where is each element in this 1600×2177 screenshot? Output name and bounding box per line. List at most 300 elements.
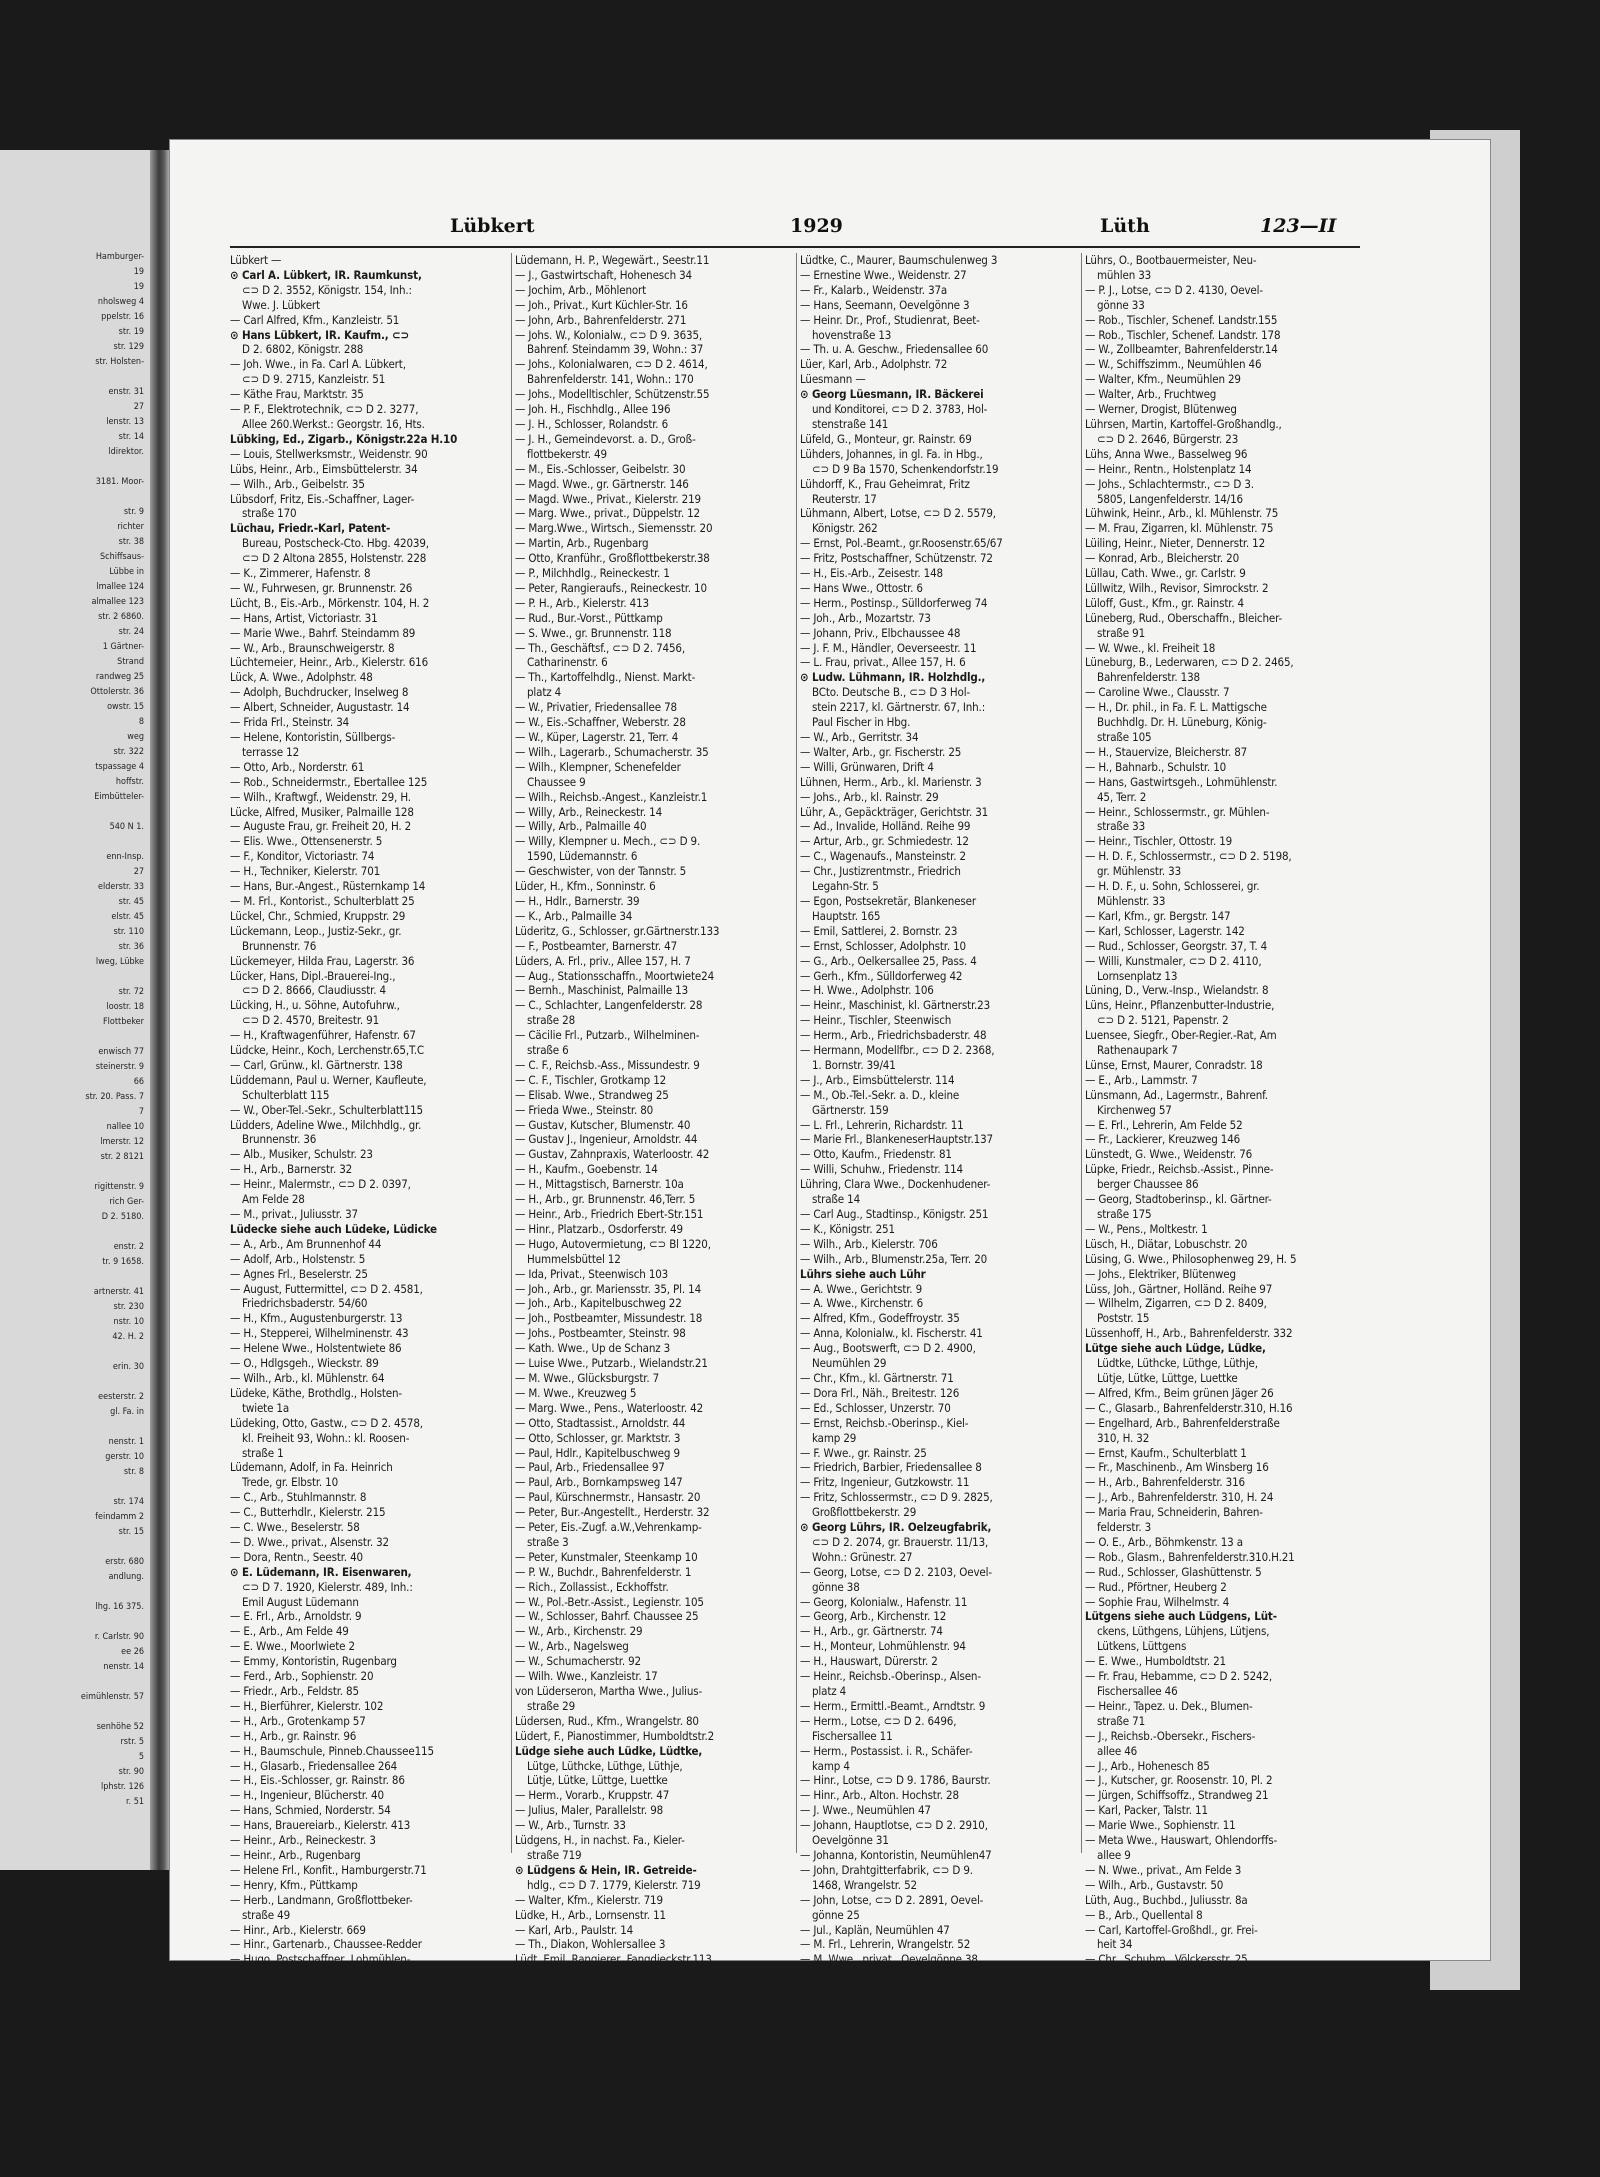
- left-page-fragment-line: Hamburger-: [95, 252, 144, 262]
- directory-entry-line: — Walter, Kfm., Kielerstr. 719: [515, 1892, 663, 1907]
- left-page-fragment-line: str. 45: [118, 897, 144, 907]
- directory-entry-line: stein 2217, kl. Gärtnerstr. 67, Inh.:: [812, 700, 986, 715]
- left-page-fragment-line: [4, 805, 144, 820]
- directory-entry-line: — Ernst, Schlosser, Adolphstr. 10: [800, 938, 966, 953]
- directory-entry-line: 45, Terr. 2: [1097, 789, 1147, 804]
- directory-entry-line: Lücke, Alfred, Musiker, Palmaille 128: [230, 804, 414, 819]
- directory-entry-line: — Herm., Vorarb., Kruppstr. 47: [515, 1788, 670, 1803]
- left-page-fragment-line: steinerstr. 9: [95, 1062, 144, 1072]
- directory-entry-line: Lüddemann, Paul u. Werner, Kaufleute,: [230, 1072, 427, 1087]
- header-last-name: Lüth: [1100, 215, 1150, 237]
- left-page-fragment-line: 7: [138, 1107, 144, 1117]
- left-page-fragment-line: 5: [138, 1752, 144, 1762]
- directory-entry-line: — Marie Wwe., Sophienstr. 11: [1085, 1818, 1236, 1833]
- directory-entry-line: — Hugo, Postschaffner, Lohmühlen-: [230, 1952, 411, 1967]
- directory-entry-line: 1590, Lüdemannstr. 6: [527, 849, 638, 864]
- directory-entry-line: — P. J., Lotse, ⊂⊃ D 2. 4130, Oevel-: [1085, 282, 1263, 297]
- directory-entry-line: — Th., Diakon, Wohlersallee 3: [515, 1937, 666, 1952]
- directory-entry-line: — J., Arb., Bahrenfelderstr. 310, H. 24: [1085, 1490, 1274, 1505]
- directory-entry-line: felderstr. 3: [1097, 1520, 1152, 1535]
- left-page-fragment-line: rigittenstr. 9: [94, 1182, 144, 1192]
- directory-entry-line: — J. Wwe., Neumühlen 47: [800, 1803, 931, 1818]
- left-page-fragment-line: str. 15: [118, 1527, 144, 1537]
- directory-entry-line: Lüdemann, H. P., Wegewärt., Seestr.11: [515, 253, 710, 267]
- directory-entry-line: — W., Schumacherstr. 92: [515, 1654, 641, 1669]
- directory-entry-line: — W., Pol.-Betr.-Assist., Legienstr. 105: [515, 1594, 704, 1609]
- directory-entry-line: straße 71: [1097, 1713, 1146, 1728]
- directory-entry-line: — Hermann, Modellfbr., ⊂⊃ D 2. 2368,: [800, 1043, 995, 1058]
- directory-entry-line: — M. Frau, Zigarren, kl. Mühlenstr. 75: [1085, 521, 1274, 536]
- left-page-fragment-line: 3181. Moor-: [95, 477, 144, 487]
- directory-entry-line: — Kath. Wwe., Up de Schanz 3: [515, 1341, 671, 1356]
- directory-entry-line: — Egon, Postsekretär, Blankeneser: [800, 893, 976, 908]
- directory-entry-line: Lüdcke, Heinr., Koch, Lerchenstr.65,T.C: [230, 1043, 424, 1058]
- directory-entry-line: Lüss, Joh., Gärtner, Holländ. Reihe 97: [1085, 1281, 1273, 1296]
- directory-entry-line: — Magd. Wwe., Privat., Kielerstr. 219: [515, 491, 701, 506]
- directory-entry-line: Lück, A. Wwe., Adolphstr. 48: [230, 670, 373, 685]
- directory-entry-line: Allee 260.Werkst.: Georgstr. 16, Hts.: [242, 416, 425, 431]
- directory-entry-line: — Albert, Schneider, Augustastr. 14: [230, 700, 410, 715]
- directory-entry-line: — W., Arb., Turnstr. 33: [515, 1818, 626, 1833]
- directory-entry-line: — Cäcilie Frl., Putzarb., Wilhelminen-: [515, 1028, 700, 1043]
- left-page-fragment-line: feindamm 2: [95, 1512, 144, 1522]
- directory-entry-line: — F., Konditor, Victoriastr. 74: [230, 849, 375, 864]
- directory-entry-line: straße 49: [242, 1907, 291, 1922]
- directory-entry-line: — N. Wwe., privat., Am Felde 3: [1085, 1862, 1242, 1877]
- directory-entry-line: ⊂⊃ D 2. 2646, Bürgerstr. 23: [1097, 431, 1239, 446]
- directory-entry-line: — Johann, Priv., Elbchaussee 48: [800, 625, 961, 640]
- directory-entry-line: — Georg, Stadtoberinsp., kl. Gärtner-: [1085, 1192, 1272, 1207]
- left-page-fragment-line: artnerstr. 41: [93, 1287, 144, 1297]
- directory-entry-line: — Jul., Kaplän, Neumühlen 47: [800, 1922, 950, 1937]
- left-page-fragment-line: str. 9: [123, 507, 144, 517]
- column-divider: [1081, 253, 1082, 1853]
- directory-entry-line: — C., Schlachter, Langenfelderstr. 28: [515, 998, 703, 1013]
- directory-entry-line: — Johs., Postbeamter, Steinstr. 98: [515, 1326, 686, 1341]
- directory-entry-line: — Emmy, Kontoristin, Rugenbarg: [230, 1654, 397, 1669]
- directory-entry-line: — Sophie Frau, Wilhelmstr. 4: [1085, 1594, 1230, 1609]
- directory-entry-line: — C., Arb., Stuhlmannstr. 8: [230, 1490, 367, 1505]
- left-page-fragment-line: str. 90: [118, 1767, 144, 1777]
- directory-entry-line: — Willy, Klempner u. Mech., ⊂⊃ D 9.: [515, 834, 701, 849]
- directory-entry-line: — John, Lotse, ⊂⊃ D 2. 2891, Oevel-: [800, 1892, 984, 1907]
- directory-entry-line: — Marg. Wwe., Pens., Waterloostr. 42: [515, 1400, 704, 1415]
- directory-entry-line: Lüdecke siehe auch Lüdeke, Lüdicke: [230, 1221, 437, 1236]
- directory-entry-line: — K., Königstr. 251: [800, 1221, 895, 1236]
- directory-entry-line: ⊙ Carl A. Lübkert, IR. Raumkunst,: [230, 267, 422, 282]
- directory-entry-line: — Adolf, Arb., Holstenstr. 5: [230, 1251, 366, 1266]
- directory-entry-line: Lünstedt, G. Wwe., Weidenstr. 76: [1085, 1147, 1253, 1162]
- left-page-fragment-line: [4, 1375, 144, 1390]
- directory-entry-line: D 2. 6802, Königstr. 288: [242, 342, 364, 357]
- directory-entry-line: twiete 1a: [242, 1400, 290, 1415]
- directory-entry-line: — Geschwister, von der Tannstr. 5: [515, 864, 687, 879]
- directory-entry-line: — H., Arb., gr. Gärtnerstr. 74: [800, 1624, 943, 1639]
- directory-entry-line: — C., Butterhdlr., Kielerstr. 215: [230, 1505, 386, 1520]
- directory-entry-line: — Elis. Wwe., Ottensenerstr. 5: [230, 834, 383, 849]
- directory-entry-line: — E. Frl., Arb., Arnoldstr. 9: [230, 1609, 362, 1624]
- directory-entry-line: straße 28: [527, 1013, 576, 1028]
- directory-entry-line: — Meta Wwe., Hauswart, Ohlendorffs-: [1085, 1833, 1278, 1848]
- directory-entry-line: — Wilh., Kraftwgf., Weidenstr. 29, H.: [230, 789, 411, 804]
- directory-entry-line: — Heinr., Rentn., Holstenplatz 14: [1085, 461, 1252, 476]
- left-page-fragment-line: str. 2 8121: [100, 1152, 144, 1162]
- directory-entry-line: straße 3: [527, 1534, 569, 1549]
- directory-entry-line: — L. Frl., Lehrerin, Richardstr. 11: [800, 1117, 964, 1132]
- directory-entry-line: — G., Arb., Oelkersallee 25, Pass. 4: [800, 953, 977, 968]
- directory-entry-line: — Heinr., Arb., Reineckestr. 3: [230, 1833, 376, 1848]
- directory-entry-line: — H. D. F., Schlossermstr., ⊂⊃ D 2. 5198,: [1085, 849, 1292, 864]
- directory-entry-line: — Johanna, Kontoristin, Neumühlen47: [800, 1847, 992, 1862]
- left-page-fragment-line: hoffstr.: [115, 777, 144, 787]
- directory-entry-line: — W., Schiffszimm., Neumühlen 46: [1085, 357, 1262, 372]
- directory-entry-line: — Rud., Pförtner, Heuberg 2: [1085, 1579, 1227, 1594]
- directory-entry-line: — Helene, Kontoristin, Süllbergs-: [230, 730, 396, 744]
- directory-entry-line: — Herm., Postinsp., Sülldorferweg 74: [800, 595, 988, 610]
- directory-entry-line: Fischersallee 11: [812, 1728, 893, 1743]
- directory-entry-line: Lühr, A., Gepäckträger, Gerichtstr. 31: [800, 804, 989, 819]
- directory-entry-line: stenstraße 141: [812, 416, 889, 431]
- directory-entry-line: mühlen 33: [1097, 267, 1152, 282]
- directory-entry-line: — Ernestine Wwe., Weidenstr. 27: [800, 267, 967, 282]
- directory-entry-line: — Fritz, Ingenieur, Gutzkowstr. 11: [800, 1475, 970, 1490]
- directory-entry-line: Kirchenweg 57: [1097, 1102, 1172, 1117]
- directory-entry-line: — H., Glasarb., Friedensallee 264: [230, 1758, 398, 1773]
- directory-entry-line: — Georg, Arb., Kirchenstr. 12: [800, 1609, 947, 1624]
- directory-entry-line: — Joh. H., Fischhdlg., Allee 196: [515, 402, 671, 417]
- directory-entry-line: platz 4: [812, 1684, 847, 1698]
- directory-entry-line: — W., Zollbeamter, Bahrenfelderstr.14: [1085, 342, 1278, 357]
- directory-entry-line: — H., Stepperei, Wilhelminenstr. 43: [230, 1326, 409, 1341]
- directory-entry-line: — H., Eis.-Schlosser, gr. Rainstr. 86: [230, 1773, 405, 1788]
- directory-entry-line: — Paul, Hdlr., Kapitelbuschweg 9: [515, 1445, 680, 1460]
- directory-entry-line: Lüders, A. Frl., priv., Allee 157, H. 7: [515, 953, 691, 968]
- directory-entry-line: ⊂⊃ D 2. 4570, Breitestr. 91: [242, 1013, 380, 1028]
- directory-entry-line: — Johs. W., Kolonialw., ⊂⊃ D 9. 3635,: [515, 327, 703, 342]
- directory-entry-line: Lüns, Heinr., Pflanzenbutter-Industrie,: [1085, 998, 1275, 1013]
- directory-entry-line: — Hans, Brauereiarb., Kielerstr. 413: [230, 1818, 411, 1833]
- directory-entry-line: straße 29: [527, 1698, 576, 1713]
- directory-entry-line: — Gerh., Kfm., Sülldorferweg 42: [800, 968, 963, 983]
- left-page-fragment-line: rstr. 5: [120, 1737, 144, 1747]
- left-page-fragment-line: andlung.: [108, 1572, 144, 1582]
- directory-entry-line: Lühdorff, K., Frau Geheimrat, Fritz: [800, 476, 970, 491]
- directory-entry-line: Mühlenstr. 33: [1097, 893, 1166, 908]
- directory-entry-line: — Wilh. Wwe., Kanzleistr. 17: [515, 1669, 658, 1684]
- directory-entry-line: 310, H. 32: [1097, 1430, 1150, 1445]
- directory-entry-line: — Heinr., Arb., Rugenbarg: [230, 1847, 361, 1862]
- directory-entry-line: — M. Wwe., Glücksburgstr. 7: [515, 1370, 660, 1385]
- left-page-fragment-line: str. 129: [113, 342, 144, 352]
- directory-entry-line: — H., Kaufm., Goebenstr. 14: [515, 1162, 658, 1177]
- directory-entry-line: Lüdtke, Lüthcke, Lüthge, Lüthje,: [1097, 1356, 1258, 1371]
- directory-entry-line: — Karl, Packer, Talstr. 11: [1085, 1803, 1208, 1818]
- directory-column-1: [230, 253, 510, 1982]
- directory-entry-line: — Hinr., Arb., Kielerstr. 669: [230, 1922, 366, 1937]
- directory-entry-line: — K., Arb., Palmaille 34: [515, 908, 633, 923]
- left-page-fragment-line: senhöhe 52: [96, 1722, 144, 1732]
- directory-entry-line: Lüdert, F., Pianostimmer, Humboldtstr.2: [515, 1728, 715, 1743]
- directory-entry-line: Lühs, Anna Wwe., Basselweg 96: [1085, 446, 1248, 461]
- directory-entry-line: Bahrenfelderstr. 138: [1097, 670, 1200, 685]
- left-page-fragment-line: str. 230: [113, 1302, 144, 1312]
- left-page-fragment-line: [4, 1480, 144, 1495]
- directory-entry-line: ⊙ Georg Lührs, IR. Oelzeugfabrik,: [800, 1520, 992, 1535]
- directory-entry-line: Lücker, Hans, Dipl.-Brauerei-Ing.,: [230, 968, 396, 983]
- directory-entry-line: Wwe. J. Lübkert: [242, 297, 320, 312]
- directory-entry-line: — Chr., Schuhm., Völckersstr. 25: [1085, 1952, 1248, 1967]
- directory-entry-line: — J., Reichsb.-Obersekr., Fischers-: [1085, 1728, 1256, 1743]
- directory-entry-line: — M., Eis.-Schlosser, Geibelstr. 30: [515, 461, 686, 476]
- directory-entry-line: — Luise Wwe., Putzarb., Wielandstr.21: [515, 1356, 708, 1371]
- directory-entry-line: — Werner, Drogist, Blütenweg: [1085, 402, 1237, 417]
- directory-entry-line: Lübs, Heinr., Arb., Eimsbüttelerstr. 34: [230, 461, 418, 476]
- left-page-fragment-line: [4, 1615, 144, 1630]
- directory-entry-line: Schulterblatt 115: [242, 1087, 330, 1102]
- directory-entry-line: Rathenaupark 7: [1097, 1043, 1178, 1058]
- directory-entry-line: Bahrenfelderstr. 141, Wohn.: 170: [527, 372, 694, 387]
- directory-entry-line: straße 719: [527, 1847, 582, 1862]
- directory-entry-line: — Gustav, Kutscher, Blumenstr. 40: [515, 1117, 691, 1132]
- directory-entry-line: Lübking, Ed., Zigarb., Königstr.22a H.10: [230, 431, 458, 446]
- directory-entry-line: — Otto, Kranführ., Großflottbekerstr.38: [515, 551, 710, 566]
- directory-entry-line: — Hans, Schmied, Norderstr. 54: [230, 1803, 391, 1818]
- directory-entry-line: — H., Arb., Bahrenfelderstr. 316: [1085, 1475, 1245, 1490]
- left-page-fragment-line: [4, 1675, 144, 1690]
- directory-entry-line: — Otto, Schlosser, gr. Marktstr. 3: [515, 1430, 681, 1445]
- directory-column-2: [515, 253, 795, 1997]
- directory-entry-line: Lornsenplatz 13: [1097, 968, 1178, 983]
- directory-entry-line: ⊂⊃ D 2 Altona 2855, Holstenstr. 228: [242, 551, 427, 566]
- left-page-fragment-line: str. 36: [118, 942, 144, 952]
- directory-entry-line: — Johs., Kolonialwaren, ⊂⊃ D 2. 4614,: [515, 357, 708, 372]
- directory-entry-line: — Ferd., Arb., Sophienstr. 20: [230, 1669, 374, 1684]
- directory-entry-line: — O., Hdlgsgeh., Wieckstr. 89: [230, 1356, 379, 1371]
- directory-entry-line: Lühnen, Herm., Arb., kl. Marienstr. 3: [800, 774, 982, 789]
- directory-entry-line: Lütgens siehe auch Lüdgens, Lüt-: [1085, 1609, 1277, 1624]
- directory-entry-line: kl. Freiheit 93, Wohn.: kl. Roosen-: [242, 1430, 410, 1445]
- left-page-fragment: [0, 150, 150, 1870]
- directory-entry-line: Lütkens, Lüttgens: [1097, 1639, 1187, 1654]
- directory-entry-line: — Herm., Ermittl.-Beamt., Arndtstr. 9: [800, 1698, 986, 1713]
- directory-entry-line: — Willy, Arb., Reineckestr. 14: [515, 804, 663, 819]
- directory-entry-line: — Alfred, Kfm., Beim grünen Jäger 26: [1085, 1385, 1274, 1400]
- directory-entry-line: Lünse, Ernst, Maurer, Conradstr. 18: [1085, 1057, 1263, 1072]
- directory-entry-line: Lüiling, Heinr., Nieter, Dennerstr. 12: [1085, 536, 1266, 551]
- directory-entry-line: — Johs., Arb., kl. Rainstr. 29: [800, 789, 939, 804]
- directory-entry-line: Am Felde 28: [242, 1192, 305, 1207]
- left-page-fragment-line: Flottbeker: [102, 1017, 144, 1027]
- directory-entry-line: — Th., Geschäftsf., ⊂⊃ D 2. 7456,: [515, 640, 685, 655]
- directory-entry-line: — Engelhard, Arb., Bahrenfelderstraße: [1085, 1415, 1280, 1430]
- left-page-fragment-line: lmallee 124: [96, 582, 144, 592]
- directory-entry-line: ⊂⊃ D 2. 2074, gr. Brauerstr. 11/13,: [812, 1534, 989, 1549]
- left-page-fragment-line: 27: [133, 402, 144, 412]
- directory-entry-line: — Heinr., Reichsb.-Oberinsp., Alsen-: [800, 1669, 981, 1684]
- directory-entry-line: — P., Milchhdlg., Reineckestr. 1: [515, 566, 670, 581]
- directory-entry-line: Lüdtke, C., Maurer, Baumschulenweg 3: [800, 253, 998, 267]
- directory-entry-line: — Dora, Rentn., Seestr. 40: [230, 1549, 363, 1564]
- directory-entry-line: — Wilhelm, Zigarren, ⊂⊃ D 2. 8409,: [1085, 1296, 1267, 1311]
- directory-entry-line: — Rud., Bur.-Vorst., Püttkamp: [515, 610, 663, 625]
- directory-entry-line: Lücht, B., Eis.-Arb., Mörkenstr. 104, H. 2: [230, 595, 430, 610]
- directory-entry-line: — H., Dr. phil., in Fa. F. L. Mattigsche: [1085, 700, 1267, 715]
- directory-entry-line: — Heinr., Malermstr., ⊂⊃ D 2. 0397,: [230, 1177, 411, 1192]
- directory-entry-line: Lüer, Karl, Arb., Adolphstr. 72: [800, 357, 948, 372]
- left-page-fragment-line: tspassage 4: [95, 762, 144, 772]
- left-page-fragment-line: enwisch 77: [98, 1047, 144, 1057]
- directory-entry-line: Poststr. 15: [1097, 1311, 1150, 1326]
- left-page-fragment-line: loostr. 18: [106, 1002, 144, 1012]
- directory-entry-line: — Martin, Arb., Rugenbarg: [515, 536, 649, 551]
- left-page-fragment-line: enn-Insp.: [106, 852, 144, 862]
- directory-entry-line: — Fr. Frau, Hebamme, ⊂⊃ D 2. 5242,: [1085, 1669, 1273, 1684]
- directory-entry-line: Lüloff, Gust., Kfm., gr. Rainstr. 4: [1085, 595, 1244, 610]
- page-header: [230, 215, 1360, 247]
- directory-entry-line: — A. Wwe., Gerichtstr. 9: [800, 1281, 922, 1296]
- directory-entry-line: straße 175: [1097, 1207, 1152, 1221]
- directory-entry-line: — Heinr., Tapez. u. Dek., Blumen-: [1085, 1698, 1253, 1713]
- directory-entry-line: — Agnes Frl., Beselerstr. 25: [230, 1266, 368, 1281]
- directory-entry-line: — Jochim, Arb., Möhlenort: [515, 282, 647, 297]
- directory-entry-line: — Bernh., Maschinist, Palmaille 13: [515, 983, 689, 998]
- left-page-fragment-line: r. Carlstr. 90: [94, 1632, 144, 1642]
- directory-entry-line: — H., Eis.-Arb., Zeisestr. 148: [800, 566, 943, 581]
- directory-entry-line: — W., Eis.-Schaffner, Weberstr. 28: [515, 715, 686, 730]
- directory-entry-line: Lüdge siehe auch Lüdke, Lüdtke,: [515, 1743, 703, 1758]
- directory-entry-line: — M. Frl., Lehrerin, Wrangelstr. 52: [800, 1937, 971, 1952]
- directory-entry-line: Lüdtke, A., Lokomotivf., Herderstr. 4: [515, 1967, 695, 1982]
- directory-entry-line: — Rob., Glasm., Bahrenfelderstr.310.H.21: [1085, 1549, 1295, 1564]
- directory-entry-line: — H., Kfm., Augustenburgerstr. 13: [230, 1311, 403, 1326]
- directory-entry-line: Lüderitz, G., Schlosser, gr.Gärtnerstr.133: [515, 923, 720, 938]
- directory-entry-line: — Helene Wwe., Holstentwiete 86: [230, 1341, 402, 1356]
- directory-entry-line: — Willy, Arb., Palmaille 40: [515, 819, 647, 834]
- directory-entry-line: — Jürgen, Schiffsoffz., Strandweg 21: [1085, 1788, 1269, 1803]
- left-page-fragment-line: str. 8: [123, 1467, 144, 1477]
- directory-entry-line: — O. E., Arb., Böhmkenstr. 13 a: [1085, 1534, 1243, 1549]
- directory-entry-line: — Auguste Frau, gr. Freiheit 20, H. 2: [230, 819, 412, 834]
- directory-entry-line: — Walter, Kfm., Neumühlen 29: [1085, 372, 1241, 387]
- directory-entry-line: — Joh., Arb., gr. Mariensstr. 35, Pl. 14: [515, 1281, 702, 1296]
- directory-entry-line: ⊙ E. Lüdemann, IR. Eisenwaren,: [230, 1564, 412, 1579]
- directory-entry-line: — Johann, Hauptlotse, ⊂⊃ D 2. 2910,: [800, 1818, 988, 1833]
- directory-entry-line: ⊙ Hans Lübkert, IR. Kaufm., ⊂⊃: [230, 327, 410, 342]
- directory-entry-line: — Max, Bootbauerei, Oevelgönne 62: [800, 1967, 985, 1982]
- directory-entry-line: — C. F., Tischler, Grotkamp 12: [515, 1072, 667, 1087]
- left-page-fragment-line: [4, 490, 144, 505]
- directory-entry-line: — August, Futtermittel, ⊂⊃ D 2. 4581,: [230, 1281, 423, 1296]
- left-page-fragment-line: Ottolerstr. 36: [90, 687, 144, 697]
- directory-entry-line: Lünsmann, Ad., Lagermstr., Bahrenf.: [1085, 1087, 1268, 1102]
- left-page-fragment-line: eimühlenstr. 57: [80, 1692, 144, 1702]
- directory-entry-line: Lüdeking, Otto, Gastw., ⊂⊃ D 2. 4578,: [230, 1415, 423, 1430]
- directory-entry-line: Lüdemann, Adolf, in Fa. Heinrich: [230, 1460, 393, 1475]
- directory-entry-line: platz 4: [527, 685, 562, 700]
- directory-entry-line: — Marie Wwe., Bahrf. Steindamm 89: [230, 625, 416, 640]
- directory-entry-line: — Hans, Bur.-Angest., Rüsternkamp 14: [230, 879, 426, 894]
- left-page-fragment-line: str. Holsten-: [95, 357, 144, 367]
- directory-entry-line: — J. H., Gemeindevorst. a. D., Groß-: [515, 431, 696, 446]
- directory-entry-line: — Paul, Arb., Friedensallee 97: [515, 1460, 665, 1475]
- directory-entry-line: — W., Ober-Tel.-Sekr., Schulterblatt115: [230, 1102, 423, 1117]
- directory-entry-line: straße 33: [1097, 819, 1146, 834]
- directory-entry-line: — Frida Frl., Steinstr. 34: [230, 715, 350, 730]
- directory-column-4: [1085, 253, 1370, 1982]
- left-page-fragment-line: lmerstr. 12: [100, 1137, 144, 1147]
- directory-entry-line: — J., Kutscher, gr. Roosenstr. 10, Pl. 2: [1085, 1773, 1273, 1788]
- left-page-fragment-line: 8: [138, 717, 144, 727]
- directory-entry-line: — J., Arb., Eimsbüttelerstr. 114: [800, 1072, 955, 1087]
- directory-entry-line: — Carl, Kartoffel-Großhdl., gr. Frei-: [1085, 1922, 1258, 1937]
- directory-entry-line: — D. Wwe., privat., Alsenstr. 32: [230, 1534, 389, 1549]
- directory-entry-line: — P. F., Elektrotechnik, ⊂⊃ D 2. 3277,: [230, 402, 419, 417]
- left-page-fragment-line: Schiffsaus-: [99, 552, 144, 562]
- directory-entry-line: — Ad., Invalide, Holländ. Reihe 99: [800, 819, 971, 834]
- directory-entry-line: — Heinr. Dr., Prof., Studienrat, Beet-: [800, 312, 980, 327]
- left-page-fragment-line: [4, 835, 144, 850]
- left-page-fragment-line: lenstr. 13: [106, 417, 144, 427]
- left-page-fragment-line: str. 20. Pass. 7: [85, 1092, 144, 1102]
- left-page-fragment-line: r. 51: [126, 1797, 144, 1807]
- directory-entry-line: 1. Bornstr. 39/41: [812, 1057, 896, 1072]
- directory-entry-line: — Friedrich, Barbier, Friedensallee 8: [800, 1460, 982, 1475]
- left-page-fragment-line: 27: [133, 867, 144, 877]
- directory-entry-line: — Dora Frl., Näh., Breitestr. 126: [800, 1385, 960, 1400]
- left-page-fragment-line: [4, 1705, 144, 1720]
- directory-entry-line: — A. Wwe., Kirchenstr. 6: [800, 1296, 924, 1311]
- left-page-fragment-line: 540 N 1.: [109, 822, 144, 832]
- directory-entry-line: ⊙ Georg Lüesmann, IR. Bäckerei: [800, 387, 984, 402]
- directory-entry-line: — Herm., Lotse, ⊂⊃ D 2. 6496,: [800, 1713, 957, 1728]
- directory-entry-line: — H., Arb., gr. Brunnenstr. 46,Terr. 5: [515, 1192, 696, 1207]
- directory-entry-line: — Hans, Gastwirtsgeh., Lohmühlenstr.: [1085, 774, 1278, 789]
- directory-entry-line: — Karl, Kfm., gr. Bergstr. 147: [1085, 908, 1231, 923]
- directory-entry-line: Paul Fischer in Hbg.: [812, 715, 911, 730]
- directory-entry-line: Lübkert —: [230, 253, 282, 267]
- left-page-fragment-line: D 2. 5180.: [101, 1212, 144, 1222]
- directory-entry-line: Emil August Lüdemann: [242, 1594, 359, 1609]
- directory-entry-line: straße 1: [242, 1445, 284, 1460]
- left-page-fragment-line: [4, 970, 144, 985]
- directory-entry-line: — Peter, Kunstmaler, Steenkamp 10: [515, 1549, 698, 1564]
- left-page-fragment-line: 42. H. 2: [112, 1332, 144, 1342]
- left-page-fragment-line: richter: [117, 522, 144, 532]
- left-page-fragment-line: [4, 1345, 144, 1360]
- directory-entry-line: — Rob., Tischler, Schenef. Landstr. 178: [1085, 327, 1281, 342]
- directory-entry-line: Buchhdlg. Dr. H. Lüneburg, König-: [1097, 715, 1267, 730]
- directory-entry-line: — H., Stauervize, Bleicherstr. 87: [1085, 744, 1248, 759]
- directory-entry-line: Lüneburg, B., Lederwaren, ⊂⊃ D 2. 2465,: [1085, 655, 1294, 670]
- directory-entry-line: — Rich., Zollassist., Eckhoffstr.: [515, 1579, 669, 1594]
- directory-entry-line: Lütge siehe auch Lüdge, Lüdke,: [1085, 1341, 1266, 1356]
- directory-entry-line: — Henry, Kfm., Püttkamp: [230, 1877, 358, 1892]
- left-page-fragment-line: enstr. 2: [113, 1242, 144, 1252]
- directory-entry-line: — Hans, Artist, Victoriastr. 31: [230, 610, 378, 625]
- directory-entry-line: — J. F. M., Händler, Oeverseestr. 11: [800, 640, 977, 655]
- directory-entry-line: Lühmann, Albert, Lotse, ⊂⊃ D 2. 5579,: [800, 506, 996, 521]
- directory-entry-line: Friedrichsbaderstr. 54/60: [242, 1296, 368, 1311]
- directory-entry-line: — Wilh., Klempner, Schenefelder: [515, 759, 681, 774]
- left-page-fragment-line: lphstr. 126: [100, 1782, 144, 1792]
- directory-entry-line: — Chr., Kfm., kl. Gärtnerstr. 71: [800, 1370, 954, 1385]
- left-page-fragment-line: tr. 9 1658.: [102, 1257, 144, 1267]
- left-page-fragment-line: 66: [133, 1077, 144, 1087]
- directory-entry-line: — Th. u. A. Geschw., Friedensallee 60: [800, 342, 989, 357]
- left-page-fragment-line: ldirektor.: [108, 447, 144, 457]
- directory-entry-line: Lütge, Lüthcke, Lüthge, Lüthje,: [527, 1758, 683, 1773]
- directory-entry-line: — Willi, Schuhw., Friedenstr. 114: [800, 1162, 963, 1177]
